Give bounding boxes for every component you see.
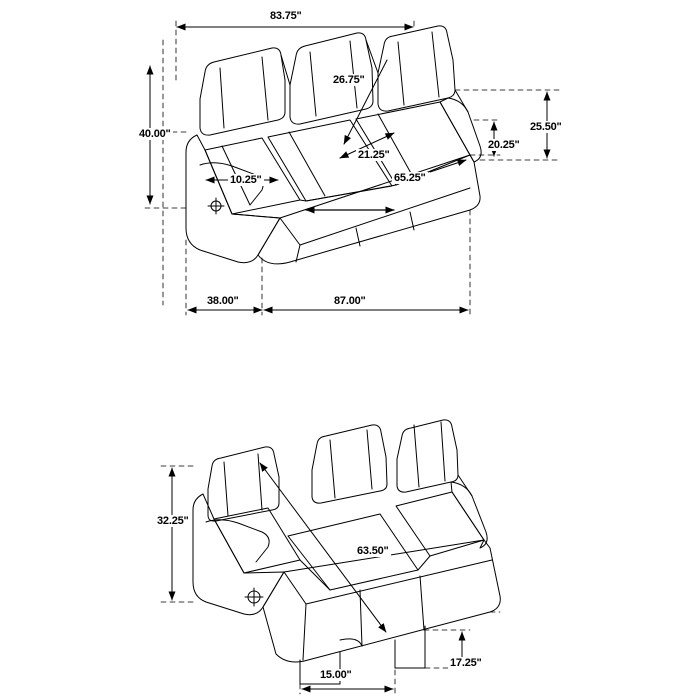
dim-label-arm-height-right: 25.50"	[530, 121, 562, 133]
dim-label-arm-width: 10.25"	[230, 174, 262, 186]
dim-label-overall-width: 87.00"	[334, 295, 366, 307]
dim-label-base-depth: 15.00"	[320, 669, 352, 681]
dim-label-seat-height-right: 20.25"	[488, 139, 520, 151]
dim-label-overall-height: 40.00"	[139, 128, 171, 140]
dim-label-seat-width: 65.25"	[394, 172, 426, 184]
dim-label-depth: 38.00"	[207, 295, 239, 307]
dim-label-width-top: 83.75"	[270, 10, 302, 22]
dim-label-reclined-length-diagonal: 63.50"	[357, 545, 389, 557]
dim-label-reclined-height: 32.25"	[157, 515, 189, 527]
dim-label-footrest-height: 17.25"	[450, 657, 482, 669]
dim-label-seat-depth-diagonal: 21.25"	[358, 149, 390, 161]
dim-label-seat-back-height: 26.75"	[333, 74, 365, 86]
